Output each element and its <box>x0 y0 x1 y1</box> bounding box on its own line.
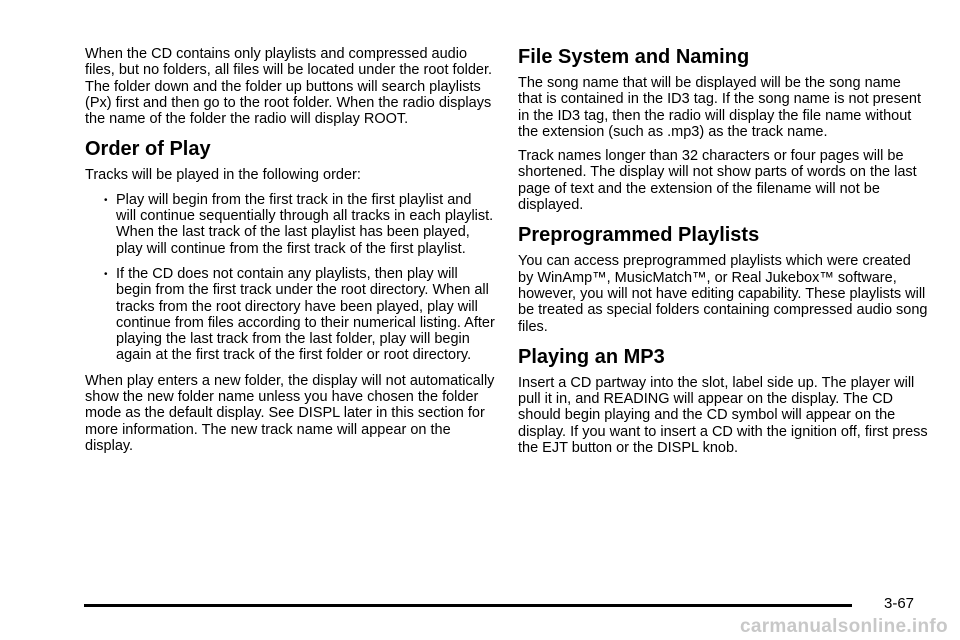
order-of-play-heading: Order of Play <box>85 138 211 161</box>
preprogrammed-paragraph: You can access preprogrammed playlists which were created by WinAmp™, MusicMatch™, or Real Jukebox™ software, however, you will not have editing capability. These playlists will be treated as special folders containing compressed audio song files. <box>518 253 928 335</box>
bullet-item <box>85 266 495 364</box>
bullet-icon: • <box>104 268 108 280</box>
file-system-paragraph-2: Track names longer than 32 characters or four pages will be shortened. The display will not show parts of words on the last page of text and the extension of the filename will not be displayed. <box>518 148 917 214</box>
preprogrammed-heading: Preprogrammed Playlists <box>518 224 760 247</box>
playing-mp3-heading: Playing an MP3 <box>518 345 665 368</box>
file-system-paragraph-1: The song name that will be displayed will be the song name that is contained in the ID3 tag. If the song name is not present in the ID3 tag, then the radio will display the file name without the extension (such as .mp3) as the track name. <box>518 75 922 140</box>
order-intro-paragraph: Tracks will be played in the following order: <box>85 167 361 184</box>
bullet-text: If the CD does not contain any playlists, then play will begin from the first track under the root directory. When all tracks from the root directory have been played, play will continue from files according to their numerical listing. After playing the last track from the last folder, play will begin again at the first track of the first folder or root directory. <box>116 265 495 364</box>
watermark-text: carmanualsonline.info <box>740 616 948 637</box>
playing-mp3-paragraph: Insert a CD partway into the slot, label side up. The player will pull it in, and READING will appear on the display. The CD should begin playing and the CD symbol will appear on the display. If you want to insert a CD with the ignition off, first press the EJT button or the DISPL knob. <box>518 374 928 457</box>
left-column <box>85 46 495 462</box>
bullet-icon: • <box>104 194 108 206</box>
right-column <box>518 46 928 464</box>
order-bullet-list <box>85 192 495 364</box>
intro-paragraph: When the CD contains only playlists and compressed audio files, but no folders, all files will be located under the root folder. The folder down and the folder up buttons will search playlists (Px) first and then go to the root folder. When the radio displays the name of the folder the radio will display ROOT. <box>85 46 493 128</box>
new-folder-paragraph: When play enters a new folder, the display will not automatically show the new folder name unless you have chosen the folder mode as the default display. See DISPL later in this section for more information. The new track name will appear on the display. <box>85 372 495 454</box>
bullet-text: Play will begin from the first track in the first playlist and will continue sequentially through all tracks in each playlist. When the last track of the last playlist has been played, play will continue from the first track of the first playlist. <box>116 191 494 257</box>
footer-rule <box>84 604 852 607</box>
file-system-heading: File System and Naming <box>518 46 750 68</box>
page-number: 3-67 <box>884 595 915 612</box>
bullet-item <box>85 192 495 257</box>
